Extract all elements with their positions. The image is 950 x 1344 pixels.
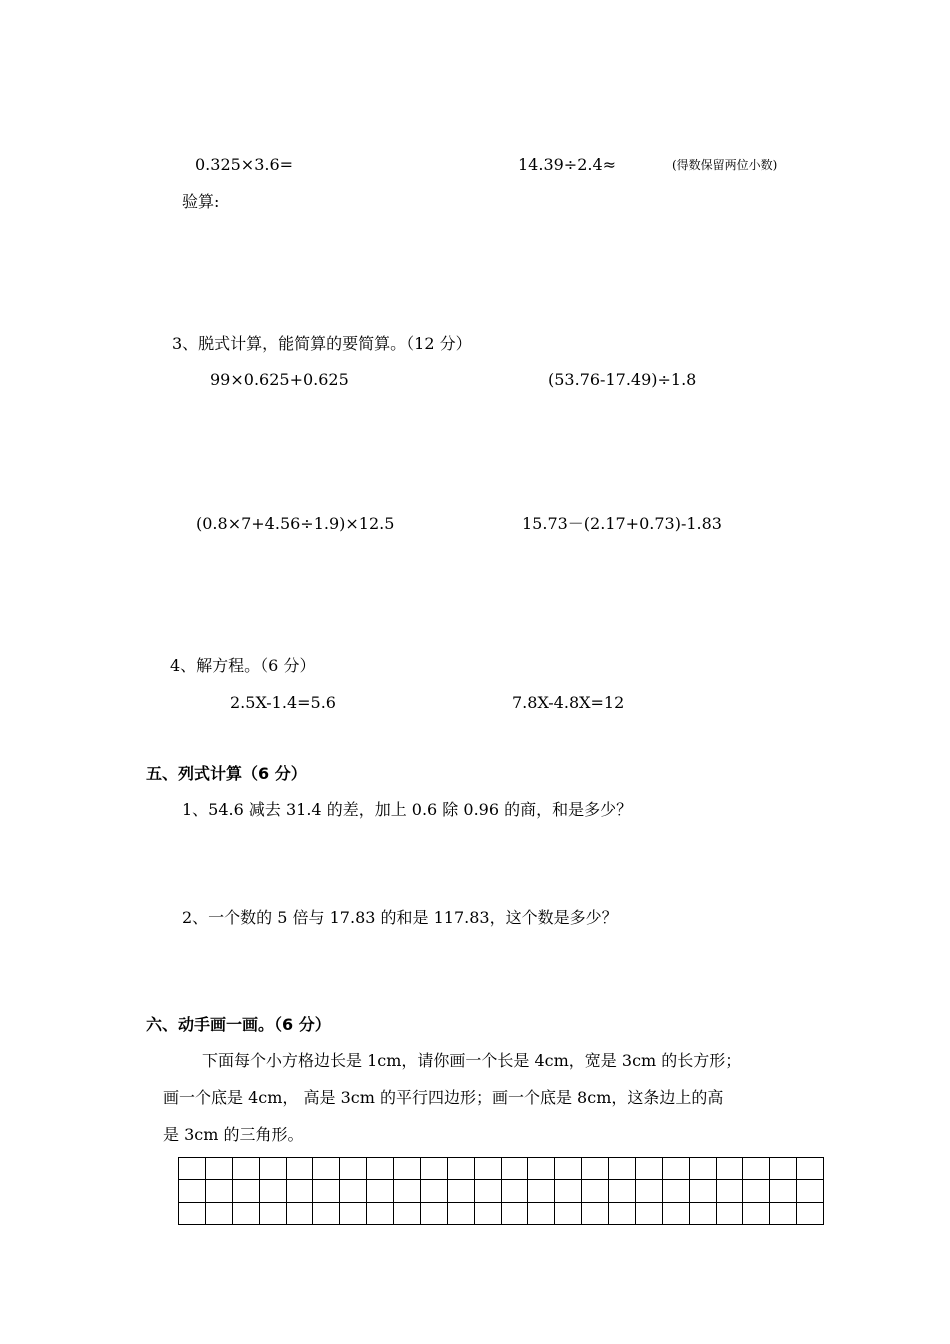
grid-cell[interactable] [340,1158,367,1180]
grid-cell[interactable] [286,1158,313,1180]
grid-cell[interactable] [635,1202,662,1224]
grid-cell[interactable] [232,1202,259,1224]
grid-cell[interactable] [501,1202,528,1224]
grid-cell[interactable] [770,1202,797,1224]
grid-cell[interactable] [313,1158,340,1180]
section-six-heading: 六、动手画一画。（6 分） [146,1015,331,1034]
word-problem-1: 1、54.6 减去 31.4 的差，加上 0.6 除 0.96 的商，和是多少？ [182,800,633,819]
grid-cell[interactable] [313,1202,340,1224]
check-label: 验算: [182,192,220,211]
grid-cell[interactable] [689,1180,716,1202]
grid-cell[interactable] [259,1180,286,1202]
grid-cell[interactable] [662,1180,689,1202]
grid-cell[interactable] [367,1180,394,1202]
grid-cell[interactable] [232,1158,259,1180]
grid-cell[interactable] [797,1180,824,1202]
grid-cell[interactable] [447,1180,474,1202]
grid-cell[interactable] [447,1202,474,1224]
grid-cell[interactable] [743,1158,770,1180]
section-4-title: 4、解方程。（6 分） [170,656,316,675]
grid-cell[interactable] [555,1180,582,1202]
rounding-note: (得数保留两位小数) [672,158,778,172]
grid-cell[interactable] [394,1202,421,1224]
grid-cell[interactable] [179,1180,206,1202]
grid-cell[interactable] [609,1158,636,1180]
grid-cell[interactable] [340,1202,367,1224]
grid-cell[interactable] [367,1158,394,1180]
instruction-line-2: 画一个底是 4cm， 高是 3cm 的平行四边形；画一个底是 8cm，这条边上的高 [163,1088,724,1107]
grid-cell[interactable] [394,1180,421,1202]
grid-cell[interactable] [528,1180,555,1202]
grid-cell[interactable] [716,1180,743,1202]
grid-row [179,1202,824,1224]
problem-division: 14.39÷2.4≈ [518,155,617,174]
equation-1: 2.5X-1.4=5.6 [230,693,336,712]
grid-cell[interactable] [716,1202,743,1224]
grid-cell[interactable] [689,1158,716,1180]
grid-cell[interactable] [635,1180,662,1202]
grid-cell[interactable] [259,1158,286,1180]
grid-cell[interactable] [770,1158,797,1180]
grid-cell[interactable] [501,1158,528,1180]
grid-cell[interactable] [662,1158,689,1180]
word-problem-2: 2、一个数的 5 倍与 17.83 的和是 117.83，这个数是多少？ [182,908,618,927]
grid-cell[interactable] [420,1202,447,1224]
grid-cell[interactable] [474,1180,501,1202]
grid-cell[interactable] [394,1158,421,1180]
grid-cell[interactable] [635,1158,662,1180]
drawing-grid[interactable] [178,1157,824,1225]
grid-cell[interactable] [797,1202,824,1224]
grid-cell[interactable] [770,1180,797,1202]
grid-cell[interactable] [797,1158,824,1180]
grid-cell[interactable] [662,1202,689,1224]
grid-cell[interactable] [689,1202,716,1224]
grid-cell[interactable] [474,1158,501,1180]
section-3-title: 3、脱式计算，能简算的要简算。（12 分） [172,334,472,353]
grid-cell[interactable] [179,1158,206,1180]
grid-cell[interactable] [555,1202,582,1224]
problem-multiplication: 0.325×3.6= [195,155,294,174]
grid-cell[interactable] [259,1202,286,1224]
grid-cell[interactable] [205,1180,232,1202]
grid-cell[interactable] [743,1180,770,1202]
grid-cell[interactable] [447,1158,474,1180]
expression-4: 15.73－(2.17+0.73)-1.83 [522,514,722,533]
grid-cell[interactable] [528,1202,555,1224]
grid-cell[interactable] [609,1202,636,1224]
grid-cell[interactable] [205,1158,232,1180]
grid-cell[interactable] [367,1202,394,1224]
grid-cell[interactable] [420,1180,447,1202]
grid-cell[interactable] [179,1202,206,1224]
grid-cell[interactable] [232,1180,259,1202]
grid-cell[interactable] [582,1180,609,1202]
grid-cell[interactable] [555,1158,582,1180]
grid-cell[interactable] [205,1202,232,1224]
section-five-heading: 五、列式计算（6 分） [146,764,307,783]
grid-cell[interactable] [743,1202,770,1224]
grid-cell[interactable] [528,1158,555,1180]
grid-cell[interactable] [501,1180,528,1202]
grid-cell[interactable] [582,1202,609,1224]
grid-cell[interactable] [340,1180,367,1202]
grid-cell[interactable] [313,1180,340,1202]
grid-cell[interactable] [286,1180,313,1202]
grid-cell[interactable] [420,1158,447,1180]
equation-2: 7.8X-4.8X=12 [512,693,625,712]
expression-1: 99×0.625+0.625 [210,370,349,389]
instruction-line-3: 是 3cm 的三角形。 [163,1125,304,1144]
grid-cell[interactable] [474,1202,501,1224]
expression-2: (53.76-17.49)÷1.8 [548,370,697,389]
grid-row [179,1180,824,1202]
grid-cell[interactable] [582,1158,609,1180]
grid-cell[interactable] [716,1158,743,1180]
grid-cell[interactable] [609,1180,636,1202]
instruction-line-1: 下面每个小方格边长是 1cm，请你画一个长是 4cm，宽是 3cm 的长方形； [202,1051,742,1070]
grid-cell[interactable] [286,1202,313,1224]
grid-row [179,1158,824,1180]
expression-3: (0.8×7+4.56÷1.9)×12.5 [196,514,395,533]
